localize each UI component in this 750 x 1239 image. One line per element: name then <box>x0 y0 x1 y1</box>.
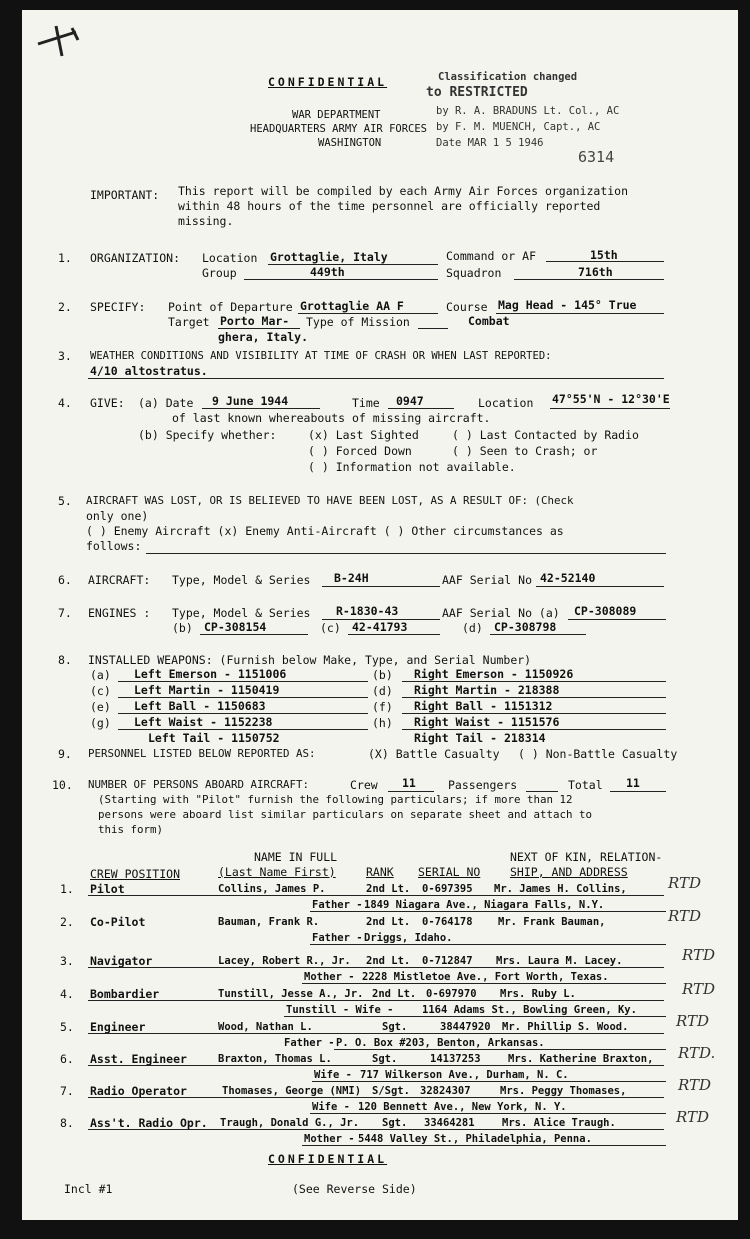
document-page <box>22 10 738 1220</box>
crew-serial: 38447920 <box>440 1021 491 1033</box>
total-label: Total <box>568 778 603 792</box>
crew-kin: Mrs. Alice Traugh. <box>502 1117 616 1129</box>
group-label: Group <box>202 266 237 280</box>
classification-stamp-1: Classification changed <box>438 71 578 83</box>
course-value: Mag Head - 145° True <box>498 298 637 312</box>
crew-label: Crew <box>350 778 378 792</box>
location-4-value: 47°55'N - 12°30'E <box>552 392 670 406</box>
important-line-2: within 48 hours of the time personnel are officially reported <box>178 199 601 213</box>
crew-address: P. O. Box #203, Benton, Arkansas. <box>336 1037 545 1049</box>
crew-relation: Father - <box>284 1037 335 1049</box>
time-label: Time <box>352 396 380 410</box>
crew-num: 8. <box>60 1116 74 1130</box>
crew-position: Radio Operator <box>90 1084 187 1098</box>
crew-position: Pilot <box>90 882 125 896</box>
persons-line-2: (Starting with "Pilot" furnish the following particulars; if more than 12 <box>98 793 573 806</box>
crew-address: 1164 Adams St., Bowling Green, Ky. <box>422 1004 637 1016</box>
section-7-num: 7. <box>58 606 72 620</box>
target-value-2: ghera, Italy. <box>218 330 309 344</box>
section-3-num: 3. <box>58 349 72 363</box>
crew-kin: Mr. James H. Collins, <box>494 883 627 895</box>
option-forced-down: ( ) Forced Down <box>308 444 412 458</box>
crew-name: Tunstill, Jesse A., Jr. <box>218 988 364 1000</box>
weapon-g-label: (g) <box>90 716 111 730</box>
crew-relation: Mother - <box>304 1133 355 1145</box>
engine-b-label: (b) <box>172 621 193 635</box>
crew-name: Collins, James P. <box>218 883 326 895</box>
important-line-1: This report will be compiled by each Army Air Forces organization <box>178 184 629 198</box>
kin-header-1: NEXT OF KIN, RELATION- <box>510 850 663 864</box>
dept-line-2: HEADQUARTERS ARMY AIR FORCES <box>250 123 428 135</box>
engines-serial-label: AAF Serial No (a) <box>442 606 560 620</box>
battle-casualty: (X) Battle Casualty <box>368 747 500 761</box>
weapon-c: Left Martin - 1150419 <box>134 683 280 697</box>
section-10-num: 10. <box>52 778 73 792</box>
weapon-c-label: (c) <box>90 684 111 698</box>
lost-line-4: follows: <box>86 539 142 553</box>
crew-rtd: RTD. <box>678 1044 716 1062</box>
weapon-d-label: (d) <box>372 684 393 698</box>
section-2-num: 2. <box>58 300 72 314</box>
crew-rank: 2nd Lt. <box>366 883 411 895</box>
weapon-h: Right Waist - 1151576 <box>414 715 560 729</box>
engine-serial-b: CP-308154 <box>204 620 267 634</box>
crew-kin: Mrs. Ruby L. <box>500 988 576 1000</box>
weapon-right-tail: Right Tail - 218314 <box>414 731 546 745</box>
document-number: 6314 <box>578 148 615 166</box>
squadron-label: Squadron <box>446 266 502 280</box>
lost-line-1: AIRCRAFT WAS LOST, OR IS BELIEVED TO HAVE BEEN LOST, AS A RESULT OF: (Check <box>86 494 574 507</box>
lost-line-3: ( ) Enemy Aircraft (x) Enemy Anti-Aircraft ( ) Other circumstances as <box>86 524 564 538</box>
total-count: 11 <box>626 776 640 790</box>
persons-line-4: this form) <box>98 823 164 836</box>
crew-count: 11 <box>402 776 416 790</box>
crew-rtd: RTD <box>676 1108 710 1126</box>
weather-value: 4/10 altostratus. <box>90 364 208 378</box>
crew-name: Braxton, Thomas L. <box>218 1053 332 1065</box>
departure-value: Grottaglie AA F <box>300 299 404 313</box>
weapon-b: Right Emerson - 1150926 <box>414 667 574 681</box>
option-not-available: ( ) Information not available. <box>308 460 516 474</box>
crew-serial: 0-697970 <box>426 988 477 1000</box>
classification-stamp-4: by F. M. MUENCH, Capt., AC <box>436 121 601 133</box>
crew-relation: Wife - <box>314 1069 352 1081</box>
crew-serial: 33464281 <box>424 1117 475 1129</box>
crew-num: 7. <box>60 1084 74 1098</box>
section-1-num: 1. <box>58 251 72 265</box>
crew-rtd: RTD <box>682 946 716 964</box>
crew-position: Ass't. Radio Opr. <box>90 1116 208 1130</box>
crew-kin: Mr. Phillip S. Wood. <box>502 1021 629 1033</box>
crew-rank: 2nd Lt. <box>372 988 417 1000</box>
aircraft-label: AIRCRAFT: <box>88 573 151 587</box>
weapon-h-label: (h) <box>372 716 393 730</box>
weapon-f: Right Ball - 1151312 <box>414 699 553 713</box>
crew-position: Asst. Engineer <box>90 1052 187 1066</box>
engine-serial-a: CP-308089 <box>574 604 637 618</box>
location-value: Grottaglie, Italy <box>270 250 388 264</box>
dept-line-1: WAR DEPARTMENT <box>292 109 381 121</box>
crew-rtd: RTD <box>682 980 716 998</box>
weapon-b-label: (b) <box>372 668 393 682</box>
specify-label: SPECIFY: <box>90 300 146 314</box>
crew-rtd: RTD <box>668 907 702 925</box>
crew-kin: Mrs. Laura M. Lacey. <box>496 955 623 967</box>
classification-stamp-3: by R. A. BRADUNS Lt. Col., AC <box>436 105 620 117</box>
crew-address: 2228 Mistletoe Ave., Fort Worth, Texas. <box>362 971 609 983</box>
crew-name: Lacey, Robert R., Jr. <box>218 955 351 967</box>
crew-rtd: RTD <box>676 1012 710 1030</box>
crew-address: 1849 Niagara Ave., Niagara Falls, N.Y. <box>364 899 605 911</box>
serial-header: SERIAL NO <box>418 865 481 879</box>
name-header-1: NAME IN FULL <box>254 850 338 864</box>
engine-c-label: (c) <box>320 621 341 635</box>
whereabouts-text: of last known whereabouts of missing aircraft. <box>172 411 491 425</box>
crew-address: 717 Wilkerson Ave., Durham, N. C. <box>360 1069 569 1081</box>
engine-serial-d: CP-308798 <box>494 620 557 634</box>
crew-address: Driggs, Idaho. <box>364 932 453 944</box>
target-value-1: Porto Mar- <box>220 314 290 328</box>
group-value: 449th <box>310 265 345 279</box>
option-seen-crash: ( ) Seen to Crash; or <box>452 444 598 458</box>
crew-address: 5448 Valley St., Philadelphia, Penna. <box>358 1133 592 1145</box>
crew-position: Engineer <box>90 1020 146 1034</box>
squadron-value: 716th <box>578 265 613 279</box>
date-label: (a) Date <box>138 396 194 410</box>
crew-rtd: RTD <box>678 1076 712 1094</box>
corner-mark-icon <box>36 22 96 62</box>
classification-stamp-5: Date MAR 1 5 1946 <box>436 137 544 149</box>
passengers-label: Passengers <box>448 778 518 792</box>
crew-num: 2. <box>60 915 74 929</box>
engines-type-value: R-1830-43 <box>336 604 399 618</box>
weapon-a: Left Emerson - 1151006 <box>134 667 287 681</box>
weapon-d: Right Martin - 218388 <box>414 683 560 697</box>
crew-num: 6. <box>60 1052 74 1066</box>
section-8-num: 8. <box>58 653 72 667</box>
aircraft-type-value: B-24H <box>334 571 369 585</box>
see-reverse-side: (See Reverse Side) <box>292 1182 417 1196</box>
crew-position: Bombardier <box>90 987 160 1001</box>
section-5-num: 5. <box>58 494 72 508</box>
crew-serial: 0-697395 <box>422 883 473 895</box>
mission-value: Combat <box>468 314 510 328</box>
non-battle-casualty: ( ) Non-Battle Casualty <box>518 747 678 761</box>
important-line-3: missing. <box>178 214 234 228</box>
location-4-label: Location <box>478 396 534 410</box>
persons-line-3: persons were aboard list similar particulars on separate sheet and attach to <box>98 808 593 821</box>
crew-relation: Father - <box>312 932 363 944</box>
date-value: 9 June 1944 <box>212 394 289 408</box>
crew-name: Thomases, George (NMI) <box>222 1085 362 1097</box>
crew-relation: Mother - <box>304 971 355 983</box>
crew-name: Bauman, Frank R. <box>218 916 320 928</box>
crew-rank: Sgt. <box>382 1117 408 1129</box>
specify-whether-label: (b) Specify whether: <box>138 428 277 442</box>
persons-label: NUMBER OF PERSONS ABOARD AIRCRAFT: <box>88 778 310 791</box>
weapon-left-tail: Left Tail - 1150752 <box>148 731 280 745</box>
personnel-label: PERSONNEL LISTED BELOW REPORTED AS: <box>88 747 316 760</box>
crew-num: 5. <box>60 1020 74 1034</box>
confidential-header: CONFIDENTIAL <box>268 75 388 89</box>
crew-serial: 32824307 <box>420 1085 471 1097</box>
engine-serial-c: 42-41793 <box>352 620 408 634</box>
section-4-num: 4. <box>58 396 72 410</box>
weapons-label: INSTALLED WEAPONS: (Furnish below Make, Type, and Serial Number) <box>88 653 532 667</box>
weapon-e: Left Ball - 1150683 <box>134 699 266 713</box>
course-label: Course <box>446 300 488 314</box>
crew-kin: Mrs. Peggy Thomases, <box>500 1085 627 1097</box>
option-last-contacted: ( ) Last Contacted by Radio <box>452 428 639 442</box>
classification-stamp-2: to RESTRICTED <box>426 85 528 100</box>
crew-name: Traugh, Donald G., Jr. <box>220 1117 360 1129</box>
departure-label: Point of Departure <box>168 300 293 314</box>
crew-rtd: RTD <box>668 874 702 892</box>
location-label: Location <box>202 251 258 265</box>
dept-line-3: WASHINGTON <box>318 137 382 149</box>
crew-kin: Mrs. Katherine Braxton, <box>508 1053 654 1065</box>
crew-kin: Mr. Frank Bauman, <box>498 916 606 928</box>
crew-rank: 2nd Lt. <box>366 916 411 928</box>
engines-label: ENGINES : <box>88 606 151 620</box>
weapon-f-label: (f) <box>372 700 393 714</box>
crew-serial: 0-712847 <box>422 955 473 967</box>
crew-address: 120 Bennett Ave., New York, N. Y. <box>358 1101 567 1113</box>
weapon-a-label: (a) <box>90 668 111 682</box>
crew-rank: Sgt. <box>382 1021 408 1033</box>
weapon-e-label: (e) <box>90 700 111 714</box>
crew-position-header: CREW POSITION <box>90 867 181 881</box>
section-6-num: 6. <box>58 573 72 587</box>
crew-relation: Tunstill - Wife - <box>286 1004 394 1016</box>
crew-name: Wood, Nathan L. <box>218 1021 313 1033</box>
weather-label: WEATHER CONDITIONS AND VISIBILITY AT TIME OF CRASH OR WHEN LAST REPORTED: <box>90 350 552 362</box>
crew-serial: 0-764178 <box>422 916 473 928</box>
crew-serial: 14137253 <box>430 1053 481 1065</box>
target-label: Target <box>168 315 210 329</box>
crew-position: Co-Pilot <box>90 915 146 929</box>
section-9-num: 9. <box>58 747 72 761</box>
crew-rank: S/Sgt. <box>372 1085 410 1097</box>
mission-label: Type of Mission <box>306 315 410 329</box>
rank-header: RANK <box>366 865 394 879</box>
inclosure-label: Incl #1 <box>64 1182 113 1196</box>
crew-rank: Sgt. <box>372 1053 398 1065</box>
crew-position: Navigator <box>90 954 153 968</box>
command-value: 15th <box>590 248 618 262</box>
option-last-sighted: (x) Last Sighted <box>308 428 419 442</box>
crew-num: 4. <box>60 987 74 1001</box>
lost-line-2: only one) <box>86 509 149 523</box>
kin-header-2: SHIP, AND ADDRESS <box>510 865 628 879</box>
aircraft-serial-label: AAF Serial No <box>442 573 533 587</box>
organization-label: ORGANIZATION: <box>90 251 181 265</box>
crew-num: 1. <box>60 882 74 896</box>
give-label: GIVE: <box>90 396 125 410</box>
weapon-g: Left Waist - 1152238 <box>134 715 273 729</box>
crew-num: 3. <box>60 954 74 968</box>
aircraft-type-label: Type, Model & Series <box>172 573 311 587</box>
time-value: 0947 <box>396 394 424 408</box>
important-label: IMPORTANT: <box>90 188 160 202</box>
engine-d-label: (d) <box>462 621 483 635</box>
crew-relation: Wife - <box>312 1101 350 1113</box>
command-label: Command or AF <box>446 249 537 263</box>
confidential-footer: CONFIDENTIAL <box>268 1152 388 1166</box>
name-header-2: (Last Name First) <box>218 865 336 879</box>
aircraft-serial-value: 42-52140 <box>540 571 596 585</box>
crew-rank: 2nd Lt. <box>366 955 411 967</box>
crew-relation: Father - <box>312 899 363 911</box>
engines-type-label: Type, Model & Series <box>172 606 311 620</box>
